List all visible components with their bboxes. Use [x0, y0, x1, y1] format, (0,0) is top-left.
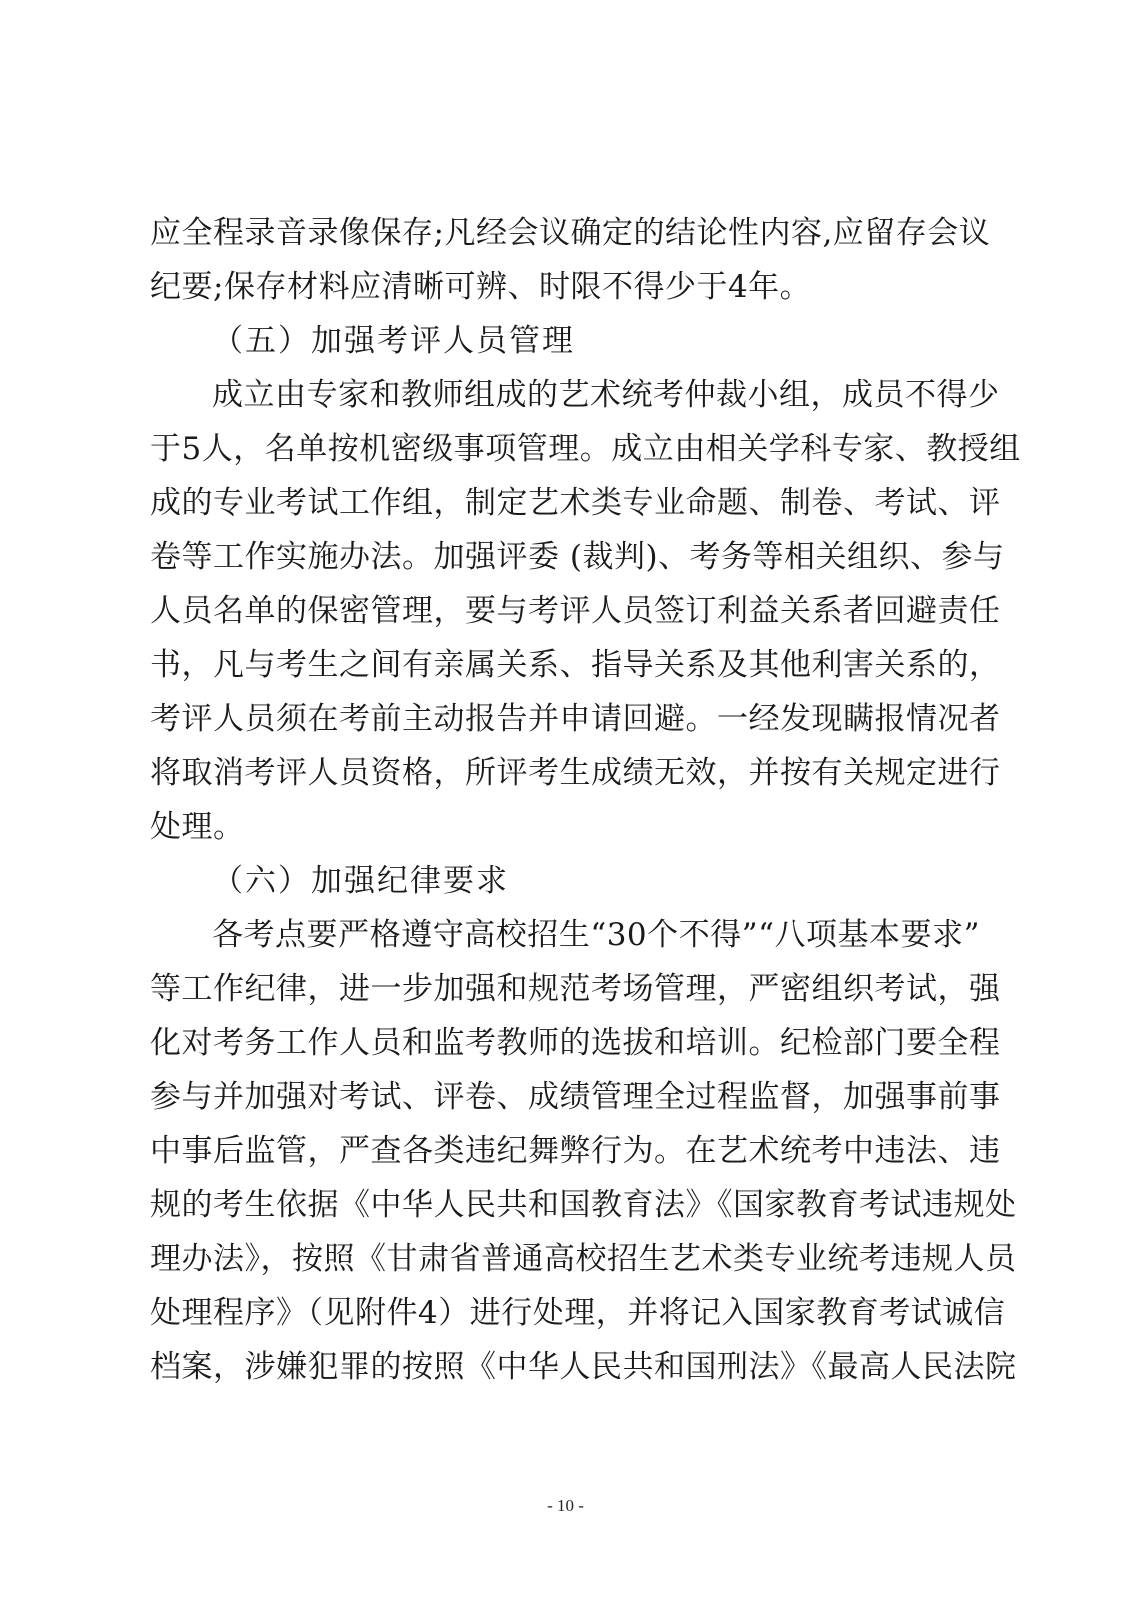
body-line: 处理程序》（见附件4）进行处理，并将记入国家教育考试诚信	[150, 1295, 1006, 1331]
body-line: 纪要;保存材料应清晰可辨、时限不得少于4年。	[150, 269, 812, 305]
body-line: 化对考务工作人员和监考教师的选拔和培训。纪检部门要全程	[150, 1025, 1001, 1061]
body-line: 参与并加强对考试、评卷、成绩管理全过程监督，加强事前事	[150, 1079, 1001, 1115]
document-body	[150, 206, 1021, 1394]
paragraph-first-line: 各考点要严格遵守高校招生“30个不得”“八项基本要求”	[212, 917, 980, 953]
body-line: 应全程录音录像保存;凡经会议确定的结论性内容,应留存会议	[150, 215, 991, 251]
body-line: 将取消考评人员资格，所评考生成绩无效，并按有关规定进行	[150, 755, 1001, 791]
body-line: 等工作纪律，进一步加强和规范考场管理，严密组织考试，强	[150, 971, 1001, 1007]
body-line: 考评人员须在考前主动报告并申请回避。一经发现瞒报情况者	[150, 701, 1001, 737]
section-heading-5: （五）加强考评人员管理	[212, 323, 575, 359]
section-heading-6: （六）加强纪律要求	[212, 863, 509, 899]
body-line: 理办法》，按照《甘肃省普通高校招生艺术类专业统考违规人员	[150, 1241, 1017, 1277]
body-line: 人员名单的保密管理，要与考评人员签订利益关系者回避责任	[150, 593, 1001, 629]
body-line: 处理。	[150, 809, 245, 845]
body-line: 中事后监管，严查各类违纪舞弊行为。在艺术统考中违法、违	[150, 1133, 1001, 1169]
body-line: 书，凡与考生之间有亲属关系、指导关系及其他利害关系的，	[150, 647, 1001, 683]
body-line: 于5人，名单按机密级事项管理。成立由相关学科专家、教授组	[150, 431, 1021, 467]
body-line: 档案，涉嫌犯罪的按照《中华人民共和国刑法》《最高人民法院	[150, 1349, 1017, 1385]
body-line: 规的考生依据《中华人民共和国教育法》《国家教育考试违规处	[150, 1187, 1017, 1223]
page-number: - 10 -	[547, 1496, 584, 1515]
paragraph-first-line: 成立由专家和教师组成的艺术统考仲裁小组，成员不得少	[212, 377, 1000, 413]
body-line: 卷等工作实施办法。加强评委 (裁判)、考务等相关组织、参与	[150, 539, 1005, 575]
body-line: 成的专业考试工作组，制定艺术类专业命题、制卷、考试、评	[150, 485, 1001, 521]
